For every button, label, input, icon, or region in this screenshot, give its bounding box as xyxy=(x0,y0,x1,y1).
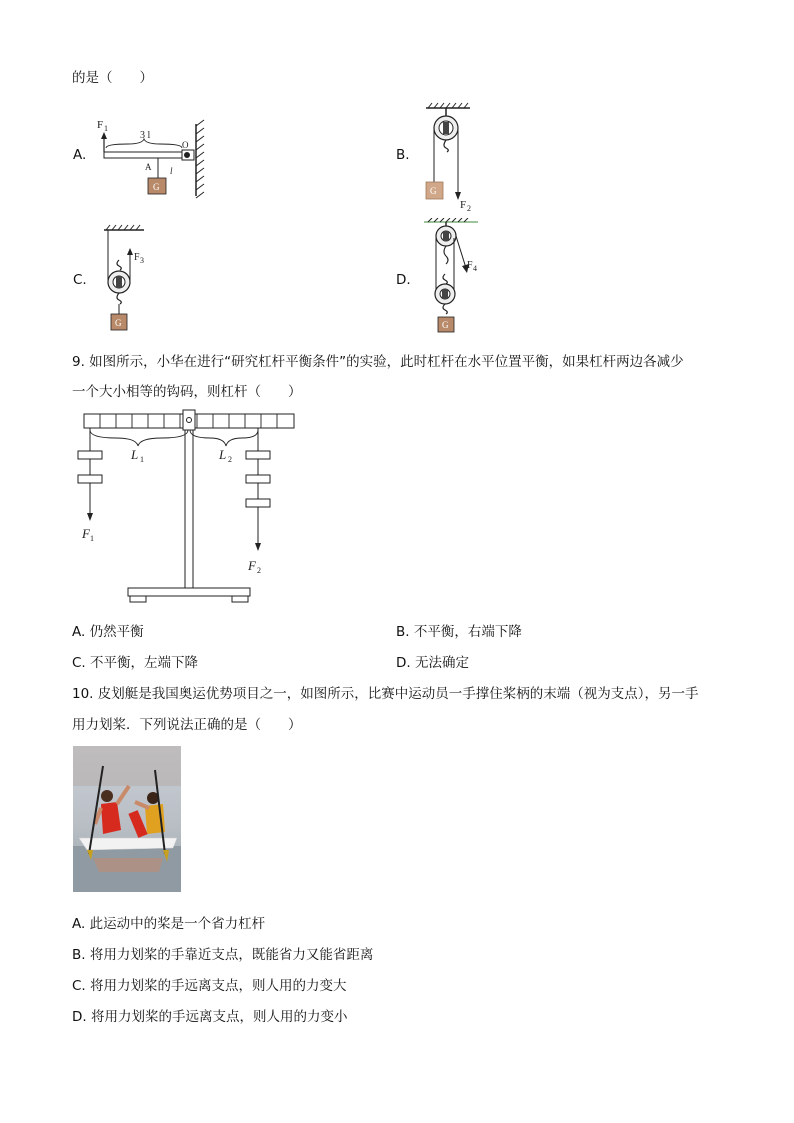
q8-option-d-label: D. xyxy=(396,272,411,288)
fig-a-force-sub: 1 xyxy=(104,124,108,133)
q9-f2-label: F xyxy=(248,558,256,573)
q9-l1-label: L xyxy=(131,447,139,462)
fig-a-point-o: O xyxy=(182,140,189,150)
fig-d-weight-label: G xyxy=(442,320,449,330)
q8-figure-c-movable-pulley xyxy=(98,224,158,336)
q9-f2-sub: 2 xyxy=(257,566,261,575)
q9-lever-figure xyxy=(76,408,302,608)
q10-canoe-photo xyxy=(73,746,181,892)
q9-l2-label: L xyxy=(219,447,227,462)
q9-stem-line-2: 一个大小相等的钩码，则杠杆（ ） xyxy=(72,384,302,400)
q8-figure-b-fixed-pulley xyxy=(420,102,490,214)
fig-b-weight-label: G xyxy=(430,186,437,196)
q9-f1-sub: 1 xyxy=(90,534,94,543)
q8-figure-d-pulley-block xyxy=(420,218,490,336)
q8-option-a-label: A. xyxy=(73,147,87,163)
q10-stem-line-2: 用力划桨．下列说法正确的是（ ） xyxy=(72,717,302,733)
fig-d-force-label: F xyxy=(467,260,473,271)
fig-a-weight-label: G xyxy=(153,182,160,192)
fig-b-force-label: F xyxy=(460,199,467,211)
fig-a-short-arm-label: l xyxy=(170,166,173,176)
q10-option-b: B. 将用力划桨的手靠近支点，既能省力又能省距离 xyxy=(72,947,374,963)
q8-figure-a-lever xyxy=(90,112,220,202)
fig-c-weight-label: G xyxy=(115,318,122,328)
q10-option-a: A. 此运动中的桨是一个省力杠杆 xyxy=(72,916,266,932)
fig-c-force-label: F xyxy=(134,252,140,263)
q8-option-c-label: C. xyxy=(73,272,87,288)
fig-a-force-label: F xyxy=(97,119,104,131)
fig-d-force-sub: 4 xyxy=(473,264,477,273)
q9-option-c: C. 不平衡，左端下降 xyxy=(72,655,199,671)
fig-a-point-a: A xyxy=(145,162,152,172)
q8-stem-tail: 的是（ ） xyxy=(72,70,153,86)
q9-option-b: B. 不平衡，右端下降 xyxy=(396,624,522,640)
q9-option-a: A. 仍然平衡 xyxy=(72,624,144,640)
q9-f1-label: F xyxy=(82,526,90,541)
q9-l1-sub: 1 xyxy=(140,455,144,464)
q9-stem-line-1: 9. 如图所示，小华在进行“研究杠杆平衡条件”的实验，此时杠杆在水平位置平衡，如果杠杆两边各减少 xyxy=(72,354,684,370)
q9-l2-sub: 2 xyxy=(228,455,232,464)
fig-c-force-sub: 3 xyxy=(140,256,144,265)
q10-stem-line-1: 10. 皮划艇是我国奥运优势项目之一，如图所示，比赛中运动员一手撑住桨柄的末端（视为支点），另一手 xyxy=(72,686,699,702)
q9-option-d: D. 无法确定 xyxy=(396,655,469,671)
q10-option-c: C. 将用力划桨的手远离支点，则人用的力变大 xyxy=(72,978,347,994)
q10-option-d: D. 将用力划桨的手远离支点，则人用的力变小 xyxy=(72,1009,348,1025)
fig-a-long-arm-label: 3 l xyxy=(140,130,151,141)
fig-b-force-sub: 2 xyxy=(467,204,471,213)
q8-option-b-label: B. xyxy=(396,147,410,163)
